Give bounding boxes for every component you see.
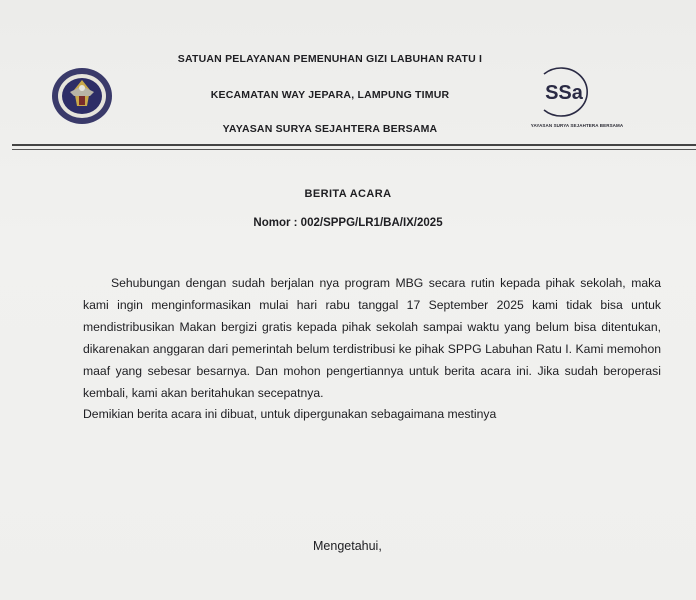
ssa-logo-caption: YAYASAN SURYA SEJAHTERA BERSAMA xyxy=(530,123,624,128)
signoff-label: Mengetahui, xyxy=(313,539,382,553)
letterhead-line-3: YAYASAN SURYA SEJAHTERA BERSAMA xyxy=(222,123,438,135)
document-body xyxy=(83,272,661,404)
letterhead-line-1: SATUAN PELAYANAN PEMENUHAN GIZI LABUHAN RATU I xyxy=(177,53,483,65)
letterhead-rule-thick xyxy=(12,144,696,146)
ssa-logo-text: SSa xyxy=(545,82,583,104)
document-body-text: Sehubungan dengan sudah berjalan nya program MBG secara rutin kepada pihak sekolah, maka kami ingin menginformasikan mulai hari rabu tanggal 17 September 2025 kami tidak bisa untuk mendistribusikan Makan bergizi gratis kepada pihak sekolah sampai waktu yang belum bisa ditentukan, dikarenakan anggaran dari pemerintah belum terdistribusi ke pihak SPPG Labuhan Ratu I. Kami memohon maaf yang sebesar besarnya. Dan mohon pengertiannya untuk berita acara ini. Jika sudah beroperasi kembali, kami akan beritahukan secepatnya. xyxy=(83,276,661,400)
letterhead-rule-thin xyxy=(12,149,696,150)
document-title: BERITA ACARA xyxy=(304,188,392,200)
document-number: Nomor : 002/SPPG/LR1/BA/IX/2025 xyxy=(253,217,443,229)
ssa-logo xyxy=(530,60,602,120)
document-closing: Demikian berita acara ini dibuat, untuk dipergunakan sebagaimana mestinya xyxy=(83,407,497,421)
government-emblem-icon xyxy=(50,66,114,126)
letterhead-line-2: KECAMATAN WAY JEPARA, LAMPUNG TIMUR xyxy=(210,89,450,101)
